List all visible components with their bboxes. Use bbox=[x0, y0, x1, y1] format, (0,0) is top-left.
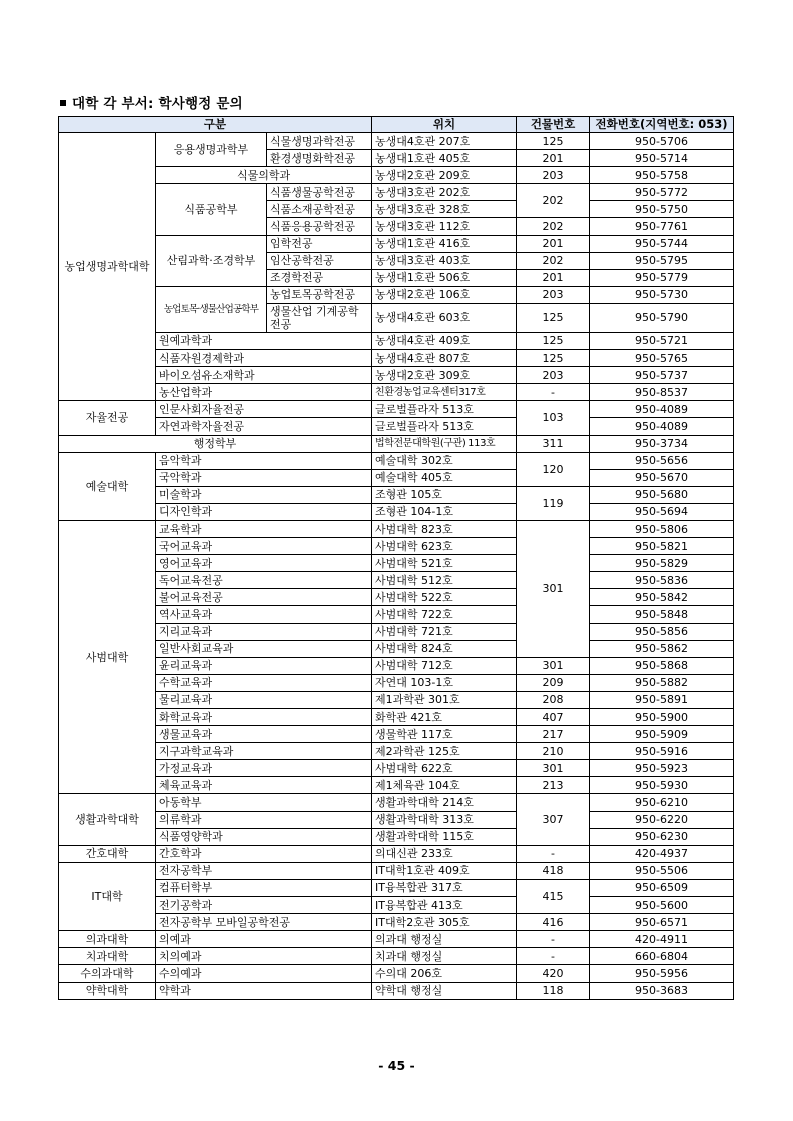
table-row: IT대학 전자공학부 IT대학1호관 409호 418 950-5506 bbox=[59, 862, 734, 879]
college-name: 농업생명과학대학 bbox=[59, 133, 156, 401]
table-row: 체육교육과 제1체육관 104호 213 950-5930 bbox=[59, 777, 734, 794]
table-row: 식품자원경제학과 농생대4호관 807호 125 950-5765 bbox=[59, 350, 734, 367]
table-row: 물리교육과 제1과학관 301호 208 950-5891 bbox=[59, 691, 734, 708]
table-row: 영어교육과 사범대학 521호 950-5829 bbox=[59, 555, 734, 572]
college-name: 예술대학 bbox=[59, 452, 156, 520]
table-row: 독어교육전공 사범대학 512호 950-5836 bbox=[59, 572, 734, 589]
table-row: 식품소재공학전공 농생대3호관 328호 950-5750 bbox=[59, 201, 734, 218]
table-row: 생물산업 기계공학전공 농생대4호관 603호 125 950-5790 bbox=[59, 303, 734, 332]
table-row: 사범대학 교육학과 사범대학 823호 301 950-5806 bbox=[59, 520, 734, 537]
table-row: 식품공학부 식품생물공학전공 농생대3호관 202호 202 950-5772 bbox=[59, 184, 734, 201]
table-row: 자율전공 인문사회자율전공 글로벌플라자 513호 103 950-4089 bbox=[59, 401, 734, 418]
table-row: 일반사회교육과 사범대학 824호 950-5862 bbox=[59, 640, 734, 657]
table-row: 식물의학과 농생대2호관 209호 203 950-5758 bbox=[59, 167, 734, 184]
table-row: 예술대학 음악학과 예술대학 302호 120 950-5656 bbox=[59, 452, 734, 469]
table-row: 윤리교육과 사범대학 712호 301 950-5868 bbox=[59, 657, 734, 674]
table-row: 농업생명과학대학 응용생명과학부 식물생명과학전공 농생대4호관 207호 125 950-5706 bbox=[59, 133, 734, 150]
table-row: 치과대학 치의예과 치과대 행정실 - 660-6804 bbox=[59, 948, 734, 965]
table-row: 간호대학 간호학과 의대신관 233호 - 420-4937 bbox=[59, 845, 734, 862]
table-row: 컴퓨터학부 IT융복합관 317호 415 950-6509 bbox=[59, 879, 734, 896]
table-row: 임산공학전공 농생대3호관 403호 202 950-5795 bbox=[59, 252, 734, 269]
table-row: 지구과학교육과 제2과학관 125호 210 950-5916 bbox=[59, 743, 734, 760]
college-name: 약학대학 bbox=[59, 982, 156, 999]
table-row: 농업토목·생물산업공학부 농업토목공학전공 농생대2호관 106호 203 950-5730 bbox=[59, 286, 734, 303]
table-row: 전기공학과 IT융복합관 413호 950-5600 bbox=[59, 897, 734, 914]
table-row: 가정교육과 사범대학 622호 301 950-5923 bbox=[59, 760, 734, 777]
college-name: 치과대학 bbox=[59, 948, 156, 965]
table-row: 자연과학자율전공 글로벌플라자 513호 950-4089 bbox=[59, 418, 734, 435]
table-row: 지리교육과 사범대학 721호 950-5856 bbox=[59, 623, 734, 640]
table-row: 조경학전공 농생대1호관 506호 201 950-5779 bbox=[59, 269, 734, 286]
table-row: 미술학과 조형관 105호 119 950-5680 bbox=[59, 486, 734, 503]
bullet-square-icon bbox=[60, 100, 66, 106]
table-header: 구분 위치 건물번호 전화번호(지역번호: 053) bbox=[59, 117, 734, 133]
table-row: 디자인학과 조형관 104-1호 950-5694 bbox=[59, 503, 734, 520]
table-row: 수학교육과 자연대 103-1호 209 950-5882 bbox=[59, 674, 734, 691]
table-row: 생물교육과 생물학관 117호 217 950-5909 bbox=[59, 726, 734, 743]
page-number: - 45 - bbox=[378, 1058, 415, 1073]
table-row: 역사교육과 사범대학 722호 950-5848 bbox=[59, 606, 734, 623]
college-name: 생활과학대학 bbox=[59, 794, 156, 845]
table-row: 불어교육전공 사범대학 522호 950-5842 bbox=[59, 589, 734, 606]
table-row: 바이오섬유소재학과 농생대2호관 309호 203 950-5737 bbox=[59, 367, 734, 384]
table-row: 농산업학과 친환경농업교육센터317호 - 950-8537 bbox=[59, 384, 734, 401]
college-name: IT대학 bbox=[59, 862, 156, 930]
table-row: 화학교육과 화학관 421호 407 950-5900 bbox=[59, 709, 734, 726]
table-row: 의과대학 의예과 의과대 행정실 - 420-4911 bbox=[59, 931, 734, 948]
table-row: 국어교육과 사범대학 623호 950-5821 bbox=[59, 538, 734, 555]
table-row: 의류학과 생활과학대학 313호 950-6220 bbox=[59, 811, 734, 828]
table-row: 행정학부 법학전문대학원(구관) 113호 311 950-3734 bbox=[59, 435, 734, 452]
college-name: 수의과대학 bbox=[59, 965, 156, 982]
table-row: 산림과학·조경학부 임학전공 농생대1호관 416호 201 950-5744 bbox=[59, 235, 734, 252]
table-row: 약학대학 약학과 약학대 행정실 118 950-3683 bbox=[59, 982, 734, 999]
section-title: 대학 각 부서: 학사행정 문의 bbox=[60, 92, 243, 112]
department-contact-table bbox=[58, 116, 734, 1000]
table-row: 국악학과 예술대학 405호 950-5670 bbox=[59, 469, 734, 486]
table-row: 식품영양학과 생활과학대학 115호 950-6230 bbox=[59, 828, 734, 845]
table-row: 수의과대학 수의예과 수의대 206호 420 950-5956 bbox=[59, 965, 734, 982]
college-name: 의과대학 bbox=[59, 931, 156, 948]
college-name: 간호대학 bbox=[59, 845, 156, 862]
college-name: 사범대학 bbox=[59, 520, 156, 794]
table-row: 생활과학대학 아동학부 생활과학대학 214호 307 950-6210 bbox=[59, 794, 734, 811]
table-row: 식품응용공학전공 농생대3호관 112호 202 950-7761 bbox=[59, 218, 734, 235]
table-row: 전자공학부 모바일공학전공 IT대학2호관 305호 416 950-6571 bbox=[59, 914, 734, 931]
table-row: 환경생명화학전공 농생대1호관 405호 201 950-5714 bbox=[59, 150, 734, 167]
college-name: 행정학부 bbox=[59, 435, 372, 452]
college-name: 자율전공 bbox=[59, 401, 156, 435]
table-row: 원예과학과 농생대4호관 409호 125 950-5721 bbox=[59, 332, 734, 349]
